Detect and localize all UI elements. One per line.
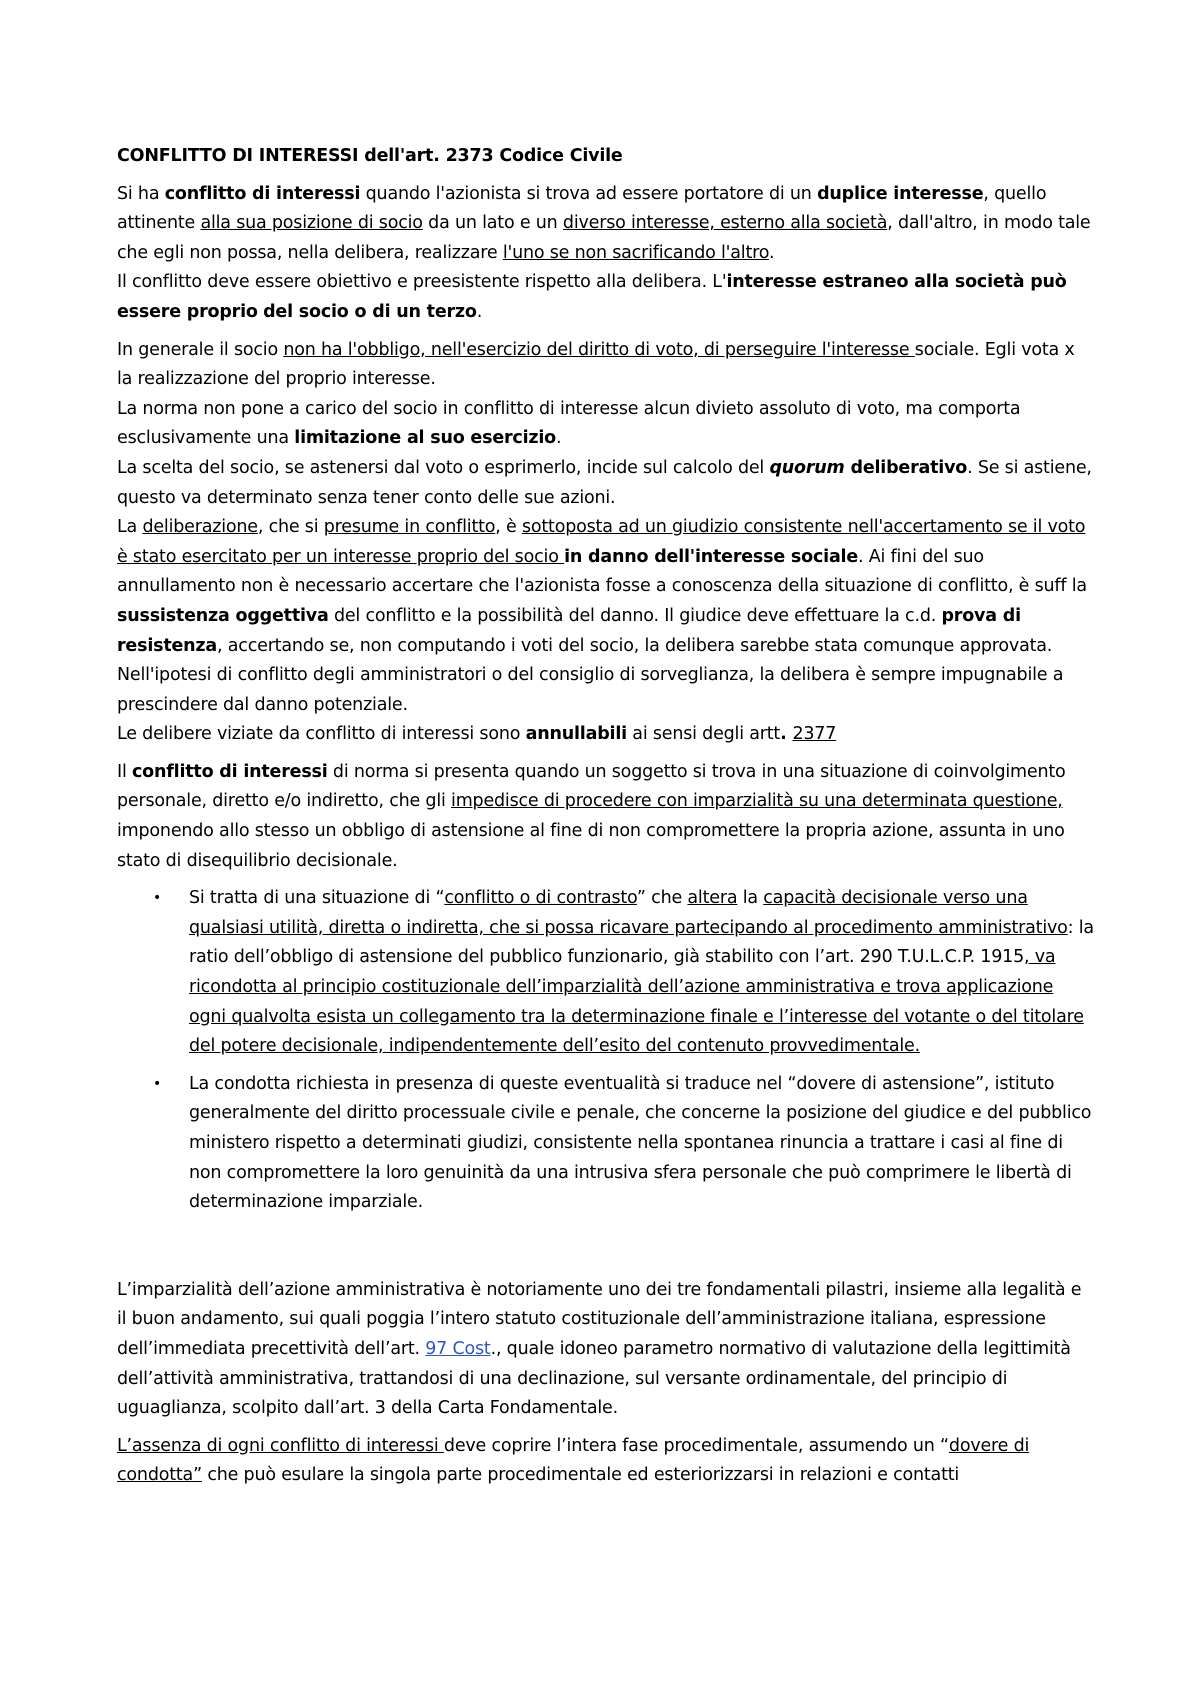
underlined-run: l'uno se non sacrificando l'altro [502, 242, 769, 263]
bold-run: sussistenza oggettiva [117, 605, 329, 626]
paragraph-absence-of-conflict [117, 1432, 1095, 1491]
paragraph-impartiality [117, 1276, 1095, 1424]
paragraph-general-conflict [117, 758, 1095, 876]
text-run: La norma non pone a carico del socio in conflitto di interesse alcun divieto assoluto di voto, ma comporta esclusivamente una [117, 398, 1021, 449]
text-run: di norma si presenta quando un soggetto si trova in una situazione di coinvolgimento personale, diretto e/o indiretto, che gli [117, 761, 1066, 812]
text-run: . [476, 301, 483, 322]
text-run: Il conflitto deve essere obiettivo e preesistente rispetto alla delibera. L' [117, 272, 727, 293]
bold-run: duplice interesse [817, 183, 984, 204]
bullet-icon: • [153, 890, 162, 907]
text-run: , accertando se, non computando i voti del socio, la delibera sarebbe stata comunque approvata. [217, 635, 1053, 656]
text-run: del conflitto e la possibilità del danno. Il giudice deve effettuare la c.d. [328, 605, 942, 626]
text-run: la [737, 888, 764, 909]
text-run: Si ha [117, 183, 165, 204]
bold-run: conflitto di interessi [164, 183, 361, 204]
bold-run: . [780, 724, 793, 745]
bold-run: deliberativo [844, 457, 968, 478]
paragraph-quorum [117, 454, 1095, 513]
text-run: ai sensi degli artt [626, 724, 781, 745]
underlined-run: dovere di condotta” [117, 1435, 1030, 1486]
text-run: La scelta del socio, se astenersi dal voto o esprimerlo, incide sul calcolo del [117, 457, 770, 478]
paragraph-definition [117, 180, 1095, 269]
text-run: La condotta richiesta in presenza di queste eventualità si traduce nel “dovere di astensione”, istituto generalmente del diritto processuale civile e penale, che concerne la posizione del giudice e del pubblico ministero rispetto a determinati giudizi, consistente nella spontanea rinuncia a trattare i casi al fine di non compromettere la loro genuinità da una intrusiva sfera personale che può comprimere le libertà di determinazione imparziale. [189, 1073, 1092, 1213]
bold-run: del socio o di un terzo [263, 301, 477, 322]
text-run: L’imparzialità dell’azione amministrativa è notoriamente uno dei tre fondamentali pilastri, insieme alla legalità e il buon andamento, sui quali poggia l’intero statuto costituzionale dell’amministrazione italiana, espressione dell’immediata precettività dell’art. [117, 1279, 1082, 1359]
text-run: La [117, 517, 143, 538]
text-run: , che si [257, 517, 324, 538]
text-run: sociale. Egli vota x la realizzazione del proprio interesse. [117, 339, 1075, 390]
paragraph-objective-conflict [117, 268, 1095, 327]
underlined-run: deliberazione [142, 517, 258, 538]
document-page [117, 142, 1095, 1491]
text-run: , è [495, 517, 522, 538]
underlined-run: , va ricondotta al principio costituzionale dell’imparzialità dell’azione amministrativa e trova applicazione ogni qualvolta esista un collegamento tra la determinazione finale e l’interesse del votante o del titolare del potere decisionale, indipendentemente dell’esito del contenuto provvedimentale. [189, 947, 1084, 1057]
underlined-run: presume in conflitto [323, 517, 496, 538]
text-run: In generale il socio [117, 339, 284, 360]
bold-run: interesse estraneo alla società può essere proprio [117, 272, 1067, 322]
text-run: . [768, 242, 775, 263]
bullet-item-duty-of-abstention [117, 1070, 1095, 1218]
text-run: Si tratta di una situazione di “ [189, 888, 445, 909]
text-run: , quello attinente [117, 183, 1047, 234]
text-run: , dall'altro, in modo tale che egli non possa, nella delibera, realizzare [117, 213, 1091, 263]
text-run: ” che [636, 888, 688, 909]
underlined-run: impedisce di procedere con imparzialità su una determinata questione, [451, 791, 1063, 812]
text-run: da un lato e un [422, 213, 563, 234]
paragraph-deliberation [117, 513, 1095, 661]
bullet-list [117, 884, 1095, 1218]
bold-run: annullabili [525, 724, 627, 745]
bullet-icon: • [153, 1075, 162, 1092]
text-run: quando l'azionista si trova ad essere portatore di un [360, 183, 818, 204]
bold-run: limitazione [294, 428, 402, 449]
underlined-run: sottoposta ad un giudizio consistente nell'accertamento se il voto è stato esercitato per un interesse proprio del socio [117, 517, 1086, 567]
text-run: Nell'ipotesi di conflitto degli amministratori o del consiglio di sorveglianza, la delibera è sempre impugnabile a prescindere dal danno potenziale. [117, 665, 1064, 715]
title-bold: CONFLITTO DI INTERESSI [117, 146, 359, 166]
article-link[interactable]: 2377 [792, 724, 837, 745]
underlined-run: L’assenza di ogni conflitto di interessi [117, 1435, 444, 1456]
text-run: ., quale idoneo parametro normativo di valutazione della legittimità dell’attività amministrativa, trattandosi di una declinazione, sul versante ordinamentale, del principio di uguaglianza, scolpito dall’art. 3 della Carta Fondamentale. [117, 1338, 1071, 1419]
paragraph-annullable [117, 720, 1095, 750]
constitution-article-link[interactable]: 97 Cost [425, 1338, 491, 1359]
text-run: deve coprire l’intera fase procedimentale, assumendo un “ [443, 1435, 949, 1456]
document-title [117, 142, 1095, 172]
underlined-run: conflitto o di contrasto [444, 888, 637, 909]
underlined-run: diverso interesse, esterno alla società [562, 213, 888, 234]
text-run: : la [1067, 917, 1094, 938]
text-run: . [556, 428, 562, 449]
text-run: dell’obbligo di astensione del pubblico funzionario, già stabilito con l’art. 290 T.U.L.C.P. 1915 [228, 947, 1025, 968]
bold-run: conflitto di interessi [132, 761, 328, 782]
bold-italic-run: quorum [769, 457, 845, 478]
text-run: che può esulare la singola parte procedimentale ed esteriorizzarsi in relazioni e contatti [201, 1465, 960, 1486]
paragraph-vote-limitation [117, 395, 1095, 454]
text-run: Il [117, 761, 132, 782]
bullet-item-conflict-situation [117, 884, 1095, 1062]
underlined-run: non ha l'obbligo, nell'esercizio del diritto di voto, di perseguire l'interesse [283, 339, 915, 360]
bold-run: in danno dell'interesse sociale [564, 546, 859, 567]
underlined-run: alla sua posizione di socio [200, 213, 423, 234]
text-run: . Ai fini del suo annullamento non è necessario accertare che l'azionista fosse a conoscenza della situazione di conflitto, è suff la [117, 546, 1087, 597]
underlined-run: altera [687, 888, 738, 909]
title-rest: dell'art. 2373 Codice Civile [358, 146, 623, 166]
underlined-run: capacità decisionale verso una qualsiasi utilità, diretta o indiretta, che si possa ricavare partecipando al procedimento amministrativo [189, 888, 1068, 938]
text-run: Le delibere viziate da conflitto di interessi sono [117, 724, 526, 745]
bold-run: al suo esercizio [401, 428, 556, 449]
text-run: . Se si astiene, questo va determinato senza tener conto delle sue azioni. [117, 457, 1092, 508]
text-run: imponendo allo stesso un obbligo di astensione al fine di non compromettere la propria azione, assunta in uno stato di disequilibrio decisionale. [117, 821, 1065, 871]
bold-run: prova di resistenza [117, 605, 1021, 656]
paragraph-voting-obligation [117, 336, 1095, 395]
text-run: ratio [189, 947, 229, 968]
paragraph-directors-conflict [117, 661, 1095, 720]
